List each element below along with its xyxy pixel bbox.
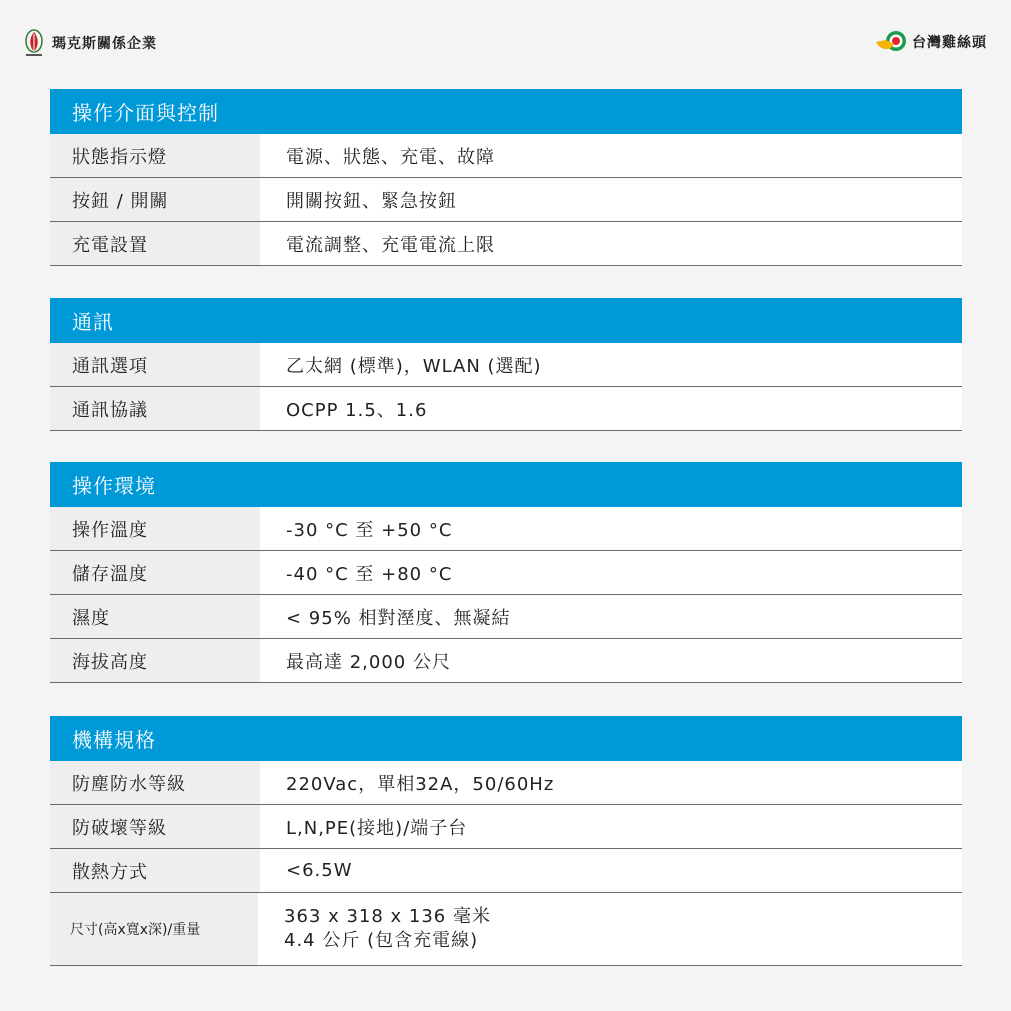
row-value: -40 °C 至 +80 °C (286, 563, 453, 585)
table-row (50, 507, 962, 551)
brand-right-name: 台灣雞絲頭 (912, 35, 987, 51)
table-row (50, 134, 962, 178)
row-value: 最高達 2,000 公尺 (286, 651, 451, 673)
section-communication (50, 298, 962, 431)
section-title: 操作介面與控制 (50, 89, 962, 134)
row-label: 通訊協議 (50, 387, 260, 430)
section-operating-environment (50, 462, 962, 683)
section-title: 通訊 (50, 298, 962, 343)
brand-left-logo (22, 28, 157, 58)
table-row (50, 893, 962, 966)
row-value: 電源、狀態、充電、故障 (286, 146, 495, 168)
brand-right-logo (874, 28, 987, 56)
row-label: 濕度 (50, 595, 260, 638)
table-row (50, 551, 962, 595)
row-value (258, 893, 962, 965)
table-row (50, 805, 962, 849)
row-value: <6.5W (286, 860, 353, 881)
row-label: 按鈕 / 開關 (50, 178, 260, 221)
table-row (50, 387, 962, 431)
table-row (50, 761, 962, 805)
row-value: 220Vac，單相32A，50/60Hz (286, 773, 555, 795)
table-row (50, 222, 962, 266)
row-value: 開關按鈕、緊急按鈕 (286, 190, 457, 212)
row-value: OCPP 1.5、1.6 (286, 399, 428, 421)
row-label: 尺寸(高x寬x深)/重量 (50, 893, 258, 965)
row-label: 操作溫度 (50, 507, 260, 550)
table-row (50, 639, 962, 683)
row-label: 通訊選項 (50, 343, 260, 386)
row-value: 乙太網 (標準)，WLAN (選配) (286, 355, 542, 377)
row-value: -30 °C 至 +50 °C (286, 519, 453, 541)
section-title: 機構規格 (50, 716, 962, 761)
row-label: 充電設置 (50, 222, 260, 265)
row-label: 狀態指示燈 (50, 134, 260, 177)
section-mechanical-specs (50, 716, 962, 966)
brand-left-name: 瑪克斯關係企業 (52, 36, 157, 52)
row-label: 海拔高度 (50, 639, 260, 682)
table-row (50, 595, 962, 639)
row-label: 散熱方式 (50, 849, 260, 892)
section-interface-control (50, 89, 962, 266)
row-value: < 95% 相對溼度、無凝結 (286, 607, 511, 629)
row-value: 電流調整、充電電流上限 (286, 234, 495, 256)
table-row (50, 849, 962, 893)
value-line: 363 x 318 x 136 毫米 (284, 906, 491, 927)
row-label: 儲存溫度 (50, 551, 260, 594)
row-value: L,N,PE(接地)/端子台 (286, 817, 468, 839)
section-title: 操作環境 (50, 462, 962, 507)
table-row (50, 178, 962, 222)
chicken-logo-icon (874, 28, 908, 56)
table-row (50, 343, 962, 387)
row-label: 防破壞等級 (50, 805, 260, 848)
row-label: 防塵防水等級 (50, 761, 260, 804)
value-line: 4.4 公斤 (包含充電線) (284, 930, 479, 951)
leaf-emblem-icon (22, 28, 46, 58)
header-bar (0, 26, 1011, 62)
